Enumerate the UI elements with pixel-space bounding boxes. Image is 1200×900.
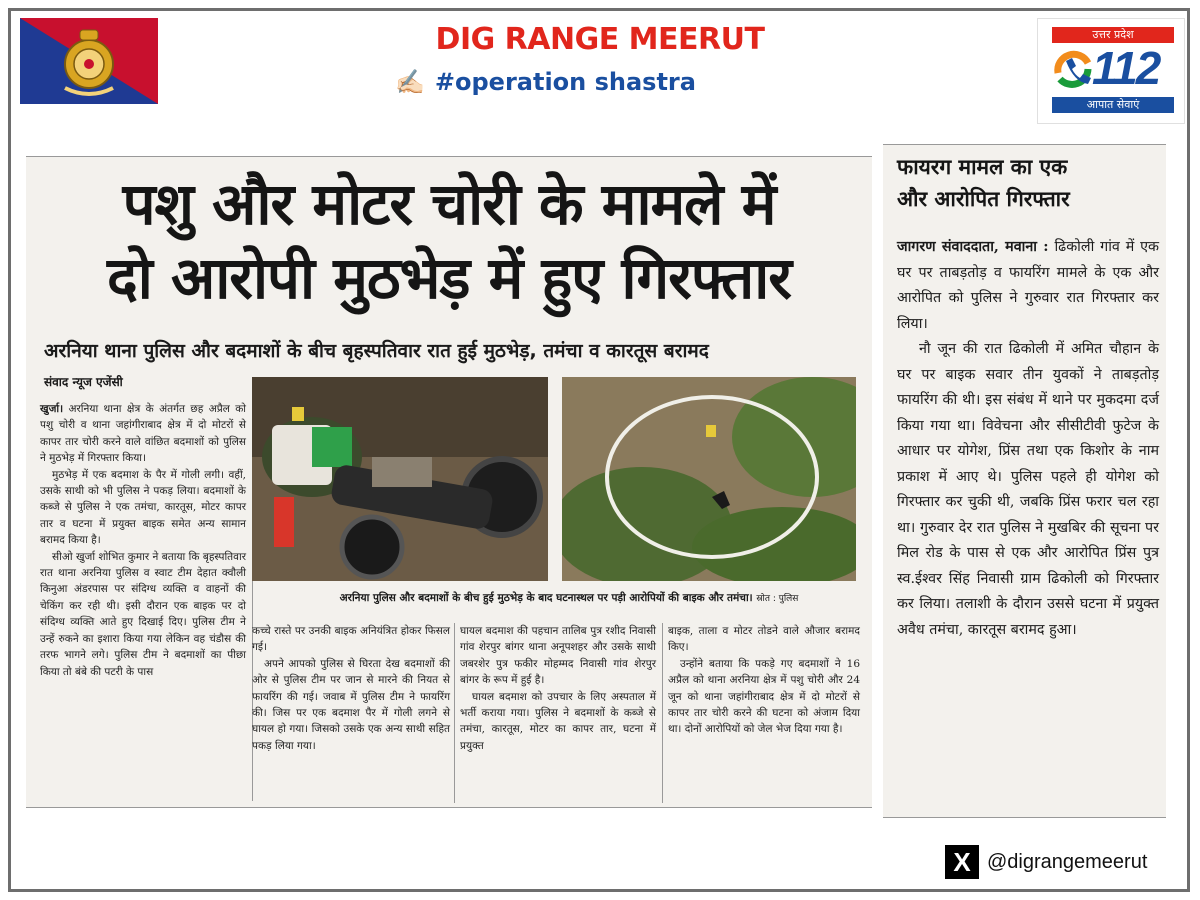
writing-hand-icon: ✍🏻 — [395, 68, 425, 96]
hashtag-text: #operation shastra — [434, 68, 696, 96]
logo-bottom-text: आपात सेवाएं — [1052, 97, 1174, 113]
right-article-headline — [897, 151, 1159, 215]
column-divider — [662, 623, 663, 803]
x-logo-icon: X — [945, 845, 979, 879]
up-police-logo — [20, 18, 158, 104]
right-para-2: नौ जून की रात ढिकोली में अमित चौहान के घर पर बाइक सवार तीन युवकों ने ताबड़तोड़ फायरिंग की थी। इस संबंध में थाने पर मुकदमा दर्ज किया गया था। विवेचना और सीसीटीवी फुटेज के आधार पर योगेश, प्रिंस तथा एक किशोर के नाम प्रकाश में आए थे। पुलिस पहले ही योगेश को गिरफ्तार कर चुकी थी, जबकि प्रिंस फरार चल रहा था। गुरुवार देर रात पुलिस ने मुखबिर की सूचना पर मिल रोड के पास से एक और आरोपित प्रिंस पुत्र स्व.ईश्वर सिंह निवासी ग्राम ढिकोली को गिरफ्तार कर लिया। तलाशी के दौरान उससे घटना में प्रयुक्त अवैध तमंचा, कारतूस बरामद हुआ। — [897, 341, 1159, 638]
logo-number: 112 — [1092, 42, 1160, 94]
bike-photo — [252, 377, 548, 581]
article-column-4 — [668, 623, 860, 738]
hashtag-line — [395, 68, 696, 96]
photo-caption — [274, 591, 864, 605]
x-handle[interactable] — [945, 845, 1147, 879]
article-column-1 — [40, 401, 246, 680]
col2-para-2: अपने आपको पुलिस से घिरता देख बदमाशों की ओर से पुलिस टीम पर जान से मारने की नियत से फायरिंग की गई। जवाब में पुलिस टीम ने फायरिंग की। जिस पर एक बदमाश पैर में गोली लगने से घायल हो गया। जिसको उसके एक अन्य साथी सहित पकड़ लिया गया। — [252, 657, 450, 752]
article-subhead: अरनिया थाना पुलिस और बदमाशों के बीच बृहस्पतिवार रात हुई मुठभेड़, तमंचा व कारतूस बरामद — [44, 340, 709, 362]
news-clipping-right — [883, 144, 1166, 818]
phone-icon — [1052, 49, 1094, 91]
right-headline-line-2: और आरोपित गिरफ्तार — [897, 187, 1070, 211]
headline-line-2: दो आरोपी मुठभेड़ में हुए गिरफ्तार — [107, 244, 791, 312]
article-headline — [38, 167, 860, 315]
news-clipping-left — [26, 156, 872, 808]
col2-para-1: कच्चे रास्ते पर उनकी बाइक अनियंत्रित होकर फिसल गई। — [252, 625, 450, 654]
col3-para-1: घायल बदमाश की पहचान तालिब पुत्र रशीद निवासी गांव शेरपुर बांगर थाना अनूपशहर और उसके साथी जबरशेर पुत्र फकीर मोहम्मद निवासी गांव शेरपुर बांगर के रूप में हुई है। — [460, 625, 656, 687]
article-byline: संवाद न्यूज एजेंसी — [44, 375, 123, 389]
right-article-body — [897, 235, 1159, 643]
page-title: DIG RANGE MEERUT — [435, 22, 765, 57]
right-para-1: जागरण संवाददाता, मवाना : ढिकोली गांव में एक घर पर ताबड़तोड़ व फायरिंग मामले के एक और आरोपित को पुलिस ने गुरुवार रात गिरफ्तार कर लिया। — [897, 239, 1160, 332]
col3-para-2: घायल बदमाश को उपचार के लिए अस्पताल में भर्ती कराया गया। पुलिस ने बदमाशों के कब्जे से तमंचा, कारतूस, मोटर का कापर तार, घटना में प्रयुक्त — [460, 690, 656, 752]
up-112-logo — [1037, 18, 1185, 124]
caption-source: स्रोत : पुलिस — [756, 594, 799, 604]
handle-text[interactable]: @digrangemeerut — [987, 850, 1148, 873]
crime-scene-photo — [562, 377, 856, 581]
col1-para-1: खुर्जा। अरनिया थाना क्षेत्र के अंतर्गत छह अप्रैल को पशु चोरी व थाना जहांगीराबाद क्षेत्र में दो मोटरों से कापर तार चोरी करने वाले वांछित बदमाशों को पुलिस ने मुठभेड़ में गिरफ्तार किया। — [40, 403, 246, 465]
dateline: खुर्जा। — [40, 403, 64, 415]
right-headline-line-1: फायरग मामल का एक — [897, 155, 1068, 179]
logo-top-text: उत्तर प्रदेश — [1052, 27, 1174, 43]
article-column-3 — [460, 623, 656, 754]
col1-para-2: मुठभेड़ में एक बदमाश के पैर में गोली लगी। वहीं, उसके साथी को भी पुलिस ने पकड़ लिया। बदमाशों के कब्जे से पुलिस ने एक तमंचा, कारतूस, मोटर कापर तार व घटना में प्रयुक्त बाइक समेत अन्य सामान बरामद किया है। — [40, 468, 246, 547]
col4-para-1: बाइक, ताला व मोटर तोडने वाले औजार बरामद किए। — [668, 625, 860, 654]
right-dateline: जागरण संवाददाता, मवाना : — [897, 239, 1049, 255]
col1-para-3: सीओ खुर्जा शोभित कुमार ने बताया कि बृहस्पतिवार रात थाना अरनिया पुलिस व स्वाट टीम देहात क्वौली किनुआ अंडरपास पर संदिग्ध व्यक्ति व वाहनों की चेकिंग कर रही थी। इसी दौरान एक बाइक पर दो संदिग्ध व्यक्ति आते हुए दिखाई दिए। पुलिस टीम ने उन्हें रुकने का इशारा किया गया लेकिन वह चंडौस की तरफ भागने लगे। पुलिस टीम ने बदमाशों का पीछा किया तो बंबे की पटरी के पास — [40, 550, 246, 678]
caption-text: अरनिया पुलिस और बदमाशों के बीच हुई मुठभेड़ के बाद घटनास्थल पर पड़ी आरोपियों की बाइक और तमंचा। — [339, 592, 753, 604]
column-divider — [454, 623, 455, 803]
headline-line-1: पशु और मोटर चोरी के मामले में — [122, 170, 776, 238]
col4-para-2: उन्होंने बताया कि पकड़े गए बदमाशों ने 16 अप्रैल को थाना अरनिया क्षेत्र में पशु चोरी और 24 जून को थाना जहांगीराबाद क्षेत्र में दो मोटरों से कापर तार चोरी करने की घटना को अंजाम दिया था। दोनों आरोपियों को जेल भेज दिया गया है। — [668, 657, 860, 736]
article-column-2 — [252, 623, 450, 754]
